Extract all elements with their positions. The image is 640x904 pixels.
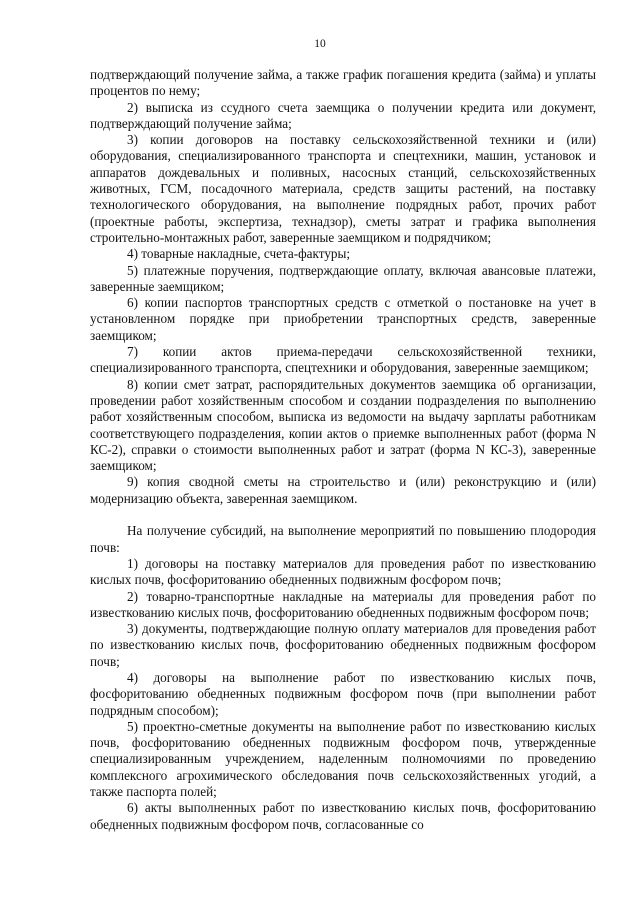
list-item: 3) копии договоров на поставку сельскохозяйственной техники и (или) оборудования, специализированного транспорта и спецтехники, машин, установок и аппаратов дождевальных и поливных, насосных станций, сельскохозяйственных животных, ГСМ, посадочного материала, средств защиты растений, на поставку технологического оборудования, на выполнение подрядных работ, прочих работ (проектные работы, экспертиза, технадзор), сметы затрат и графика выполнения строительно-монтажных работ, заверенные заемщиком и подрядчиком; [90,132,596,245]
paragraph-continuation: подтверждающий получение займа, а также график погашения кредита (займа) и уплаты процентов по нему; [90,67,596,99]
list-item: 4) товарные накладные, счета-фактуры; [127,246,351,262]
list-item: 3) документы, подтверждающие полную оплату материалов для проведения работ по известкованию кислых почв, фосфоритованию обедненных подвижным фосфором почв; [90,621,596,669]
list-item: 8) копии смет затрат, распорядительных документов заемщика об организации, проведении работ хозяйственным способом и создании подразделения по выполнению работ хозяйственным способом, выписка из ведомости на выдачу зарплаты работникам соответствующего подразделения, копии актов о приемке выполненных работ (форма N КС-2), справки о стоимости выполненных работ и затрат (форма N КС-3), заверенные заемщиком; [90,376,596,474]
list-item: 9) копия сводной сметы на строительство и (или) реконструкцию и (или) модернизацию объекта, заверенная заемщиком. [90,474,596,506]
list-item: 5) платежные поручения, подтверждающие оплату, включая авансовые платежи, заверенные заемщиком; [90,262,596,294]
section-heading: На получение субсидий, на выполнение мероприятий по повышению плодородия почв: [90,523,596,555]
document-body [90,67,596,833]
list-item: 2) товарно-транспортные накладные на материалы для проведения работ по известкованию кислых почв, фосфоритованию обедненных подвижным фосфором почв; [90,588,596,620]
list-item: 5) проектно-сметные документы на выполнение работ по известкованию кислых почв, фосфоритованию обедненных подвижным фосфором почв, утвержденные специализированным учреждением, наделенным полномочиями по проведению комплексного агрохимического обследования почв сельскохозяйственных угодий, а также паспорта полей; [90,718,596,800]
list-item: 6) акты выполненных работ по известкованию кислых почв, фосфоритованию обедненных подвижным фосфором почв, согласованные со [90,800,596,832]
list-item: 1) договоры на поставку материалов для проведения работ по известкованию кислых почв, фосфоритованию обедненных подвижным фосфором почв; [90,555,596,588]
list-item: 4) договоры на выполнение работ по известкованию кислых почв, фосфоритованию обедненных подвижным фосфором почв (при выполнении работ подрядным способом); [90,669,596,718]
page-number: 10 [314,38,326,50]
list-item: 2) выписка из ссудного счета заемщика о получении кредита или документ, подтверждающий получение займа; [90,99,596,131]
list-item: 7) копии актов приема-передачи сельскохозяйственной техники, специализированного транспорта, спецтехники и оборудования, заверенные заемщиком; [90,344,596,376]
list-item: 6) копии паспортов транспортных средств с отметкой о постановке на учет в установленном порядке при приобретении транспортных средств, заверенные заемщиком; [90,295,596,343]
